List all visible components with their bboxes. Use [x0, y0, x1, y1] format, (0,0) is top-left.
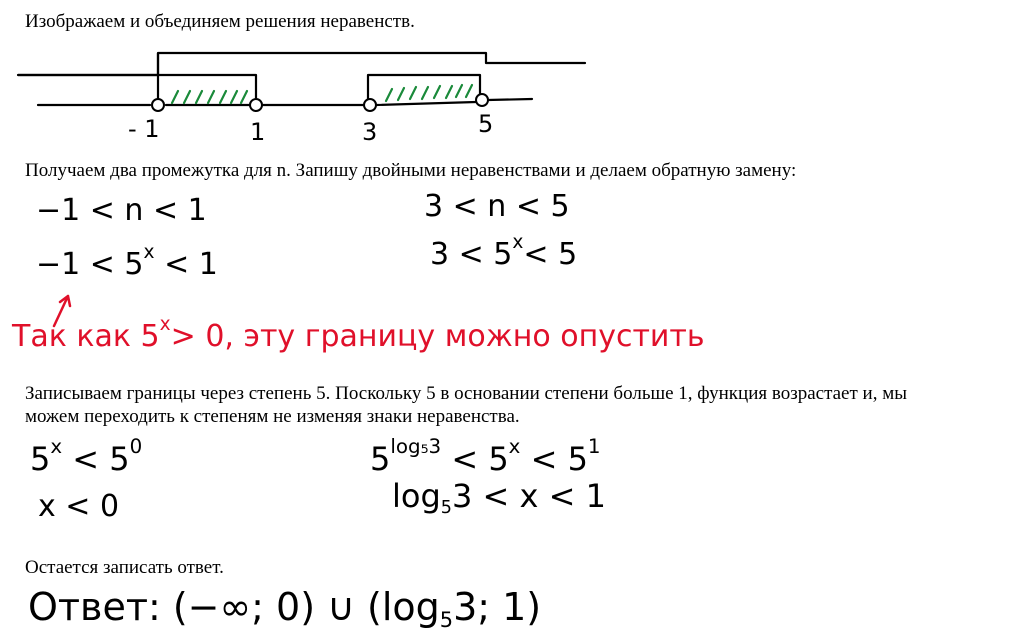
answer-log-base: 5 — [439, 608, 454, 633]
pow-right-exp-1: 1 — [587, 435, 601, 459]
x-less-0: x < 0 — [38, 489, 120, 524]
tick-label-1: 1 — [250, 118, 266, 146]
open-point-3 — [364, 99, 376, 111]
note-exponent: x — [159, 314, 171, 336]
power-ineq-right — [370, 435, 601, 478]
pow-right-base: 5 — [370, 440, 391, 478]
log-word: log — [392, 477, 441, 515]
pow-left-exp-x: x — [50, 435, 63, 459]
number-line-diagram — [0, 45, 600, 125]
bracket-interval-1 — [158, 75, 256, 100]
text-line-intervals: Получаем два промежутка для n. Запишу двойными неравенствами и делаем обратную замену: — [25, 160, 797, 181]
pow-left-base2: < 5 — [62, 440, 130, 478]
ineq-n-right: 3 < n < 5 — [424, 189, 570, 224]
answer-part-b: 3; 1) — [453, 585, 542, 629]
text-line-powers-1: Записываем границы через степень 5. Поскольку 5 в основании степени больше 1, функция возрастает и, мы — [25, 383, 907, 404]
pow-right-base2: < 5 — [441, 440, 509, 478]
pow-right-exp-log: log₅3 — [390, 435, 442, 459]
power-ineq-left — [30, 435, 143, 478]
red-note — [12, 314, 705, 354]
exp-right-part-a: 3 < 5 — [430, 237, 513, 272]
log-base: 5 — [440, 498, 452, 519]
axis-line — [38, 99, 532, 105]
exp-ineq-left — [36, 242, 218, 282]
tick-label-3: 3 — [362, 118, 378, 146]
bracket-outer — [18, 53, 585, 75]
pow-right-exp-x: x — [508, 435, 521, 459]
exp-right-exponent: x — [512, 232, 524, 254]
exp-left-part-a: −1 < 5 — [36, 247, 144, 282]
pow-left-base: 5 — [30, 440, 51, 478]
pow-left-exp-0: 0 — [129, 435, 143, 459]
answer — [28, 585, 542, 633]
hatching-interval-1 — [172, 91, 247, 103]
pow-right-base3: < 5 — [520, 440, 588, 478]
exp-right-part-b: < 5 — [523, 237, 578, 272]
log-ineq-rest: 3 < x < 1 — [451, 477, 606, 515]
hatching-interval-2 — [386, 85, 472, 101]
note-part-b: > 0, эту границу можно опустить — [170, 319, 705, 354]
open-point-1 — [250, 99, 262, 111]
log-inequality — [392, 477, 606, 519]
ineq-n-left: −1 < n < 1 — [36, 193, 207, 228]
exp-left-exponent: x — [143, 242, 155, 264]
open-point-minus1 — [152, 99, 164, 111]
text-line-powers-2: можем переходить к степеням не изменяя знаки неравенства. — [25, 406, 520, 427]
exp-left-part-b: < 1 — [154, 247, 218, 282]
note-part-a: Так как 5 — [12, 319, 160, 354]
tick-label-minus1: - 1 — [128, 115, 160, 143]
exp-ineq-right — [430, 232, 578, 272]
tick-label-5: 5 — [478, 110, 494, 138]
open-point-5 — [476, 94, 488, 106]
text-line-combine: Изображаем и объединяем решения неравенств. — [25, 11, 415, 32]
answer-part-a: Ответ: (−∞; 0) ∪ (log — [28, 585, 440, 629]
text-line-answer: Остается записать ответ. — [25, 557, 224, 578]
